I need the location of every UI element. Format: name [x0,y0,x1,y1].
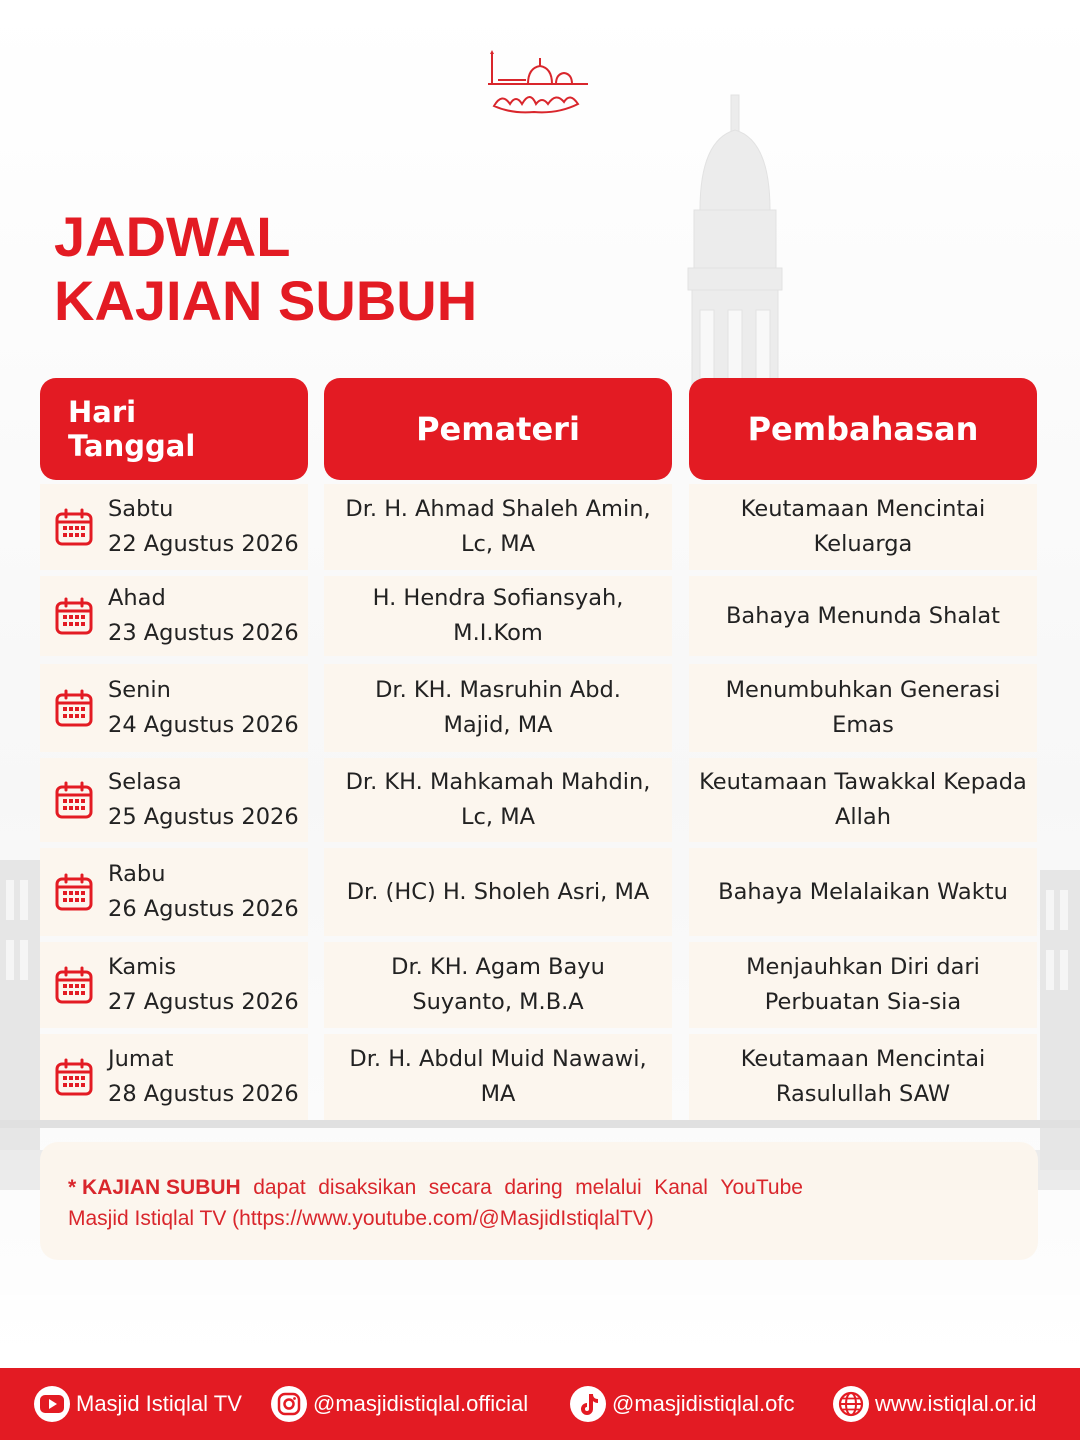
date-cell [40,484,308,570]
note-bold-title: KAJIAN SUBUH [82,1176,241,1199]
note-word: melalui [575,1176,642,1199]
note-line-2-channel-link[interactable]: Masjid Istiqlal TV (https://www.youtube.com/@MasjidIstiqlalTV) [68,1207,654,1230]
globe-icon [833,1386,869,1422]
speaker-name: Dr. KH. Agam Bayu Suyanto, M.B.A [391,954,605,1015]
topic-cell [689,1034,1037,1120]
date-value: 26 Agustus 2026 [108,896,299,922]
day-name: Selasa [108,769,182,795]
day-name: Kamis [108,954,177,980]
date-cell [40,664,308,752]
instagram-label: @masjidistiqlal.official [313,1391,529,1416]
speaker-name: Dr. H. Ahmad Shaleh Amin, Lc, MA [345,496,651,557]
streaming-note [40,1142,1038,1260]
speaker-cell [324,664,672,752]
date-cell [40,758,308,842]
day-name: Sabtu [108,496,174,522]
date-cell [40,848,308,936]
speaker-name: Dr. KH. Mahkamah Mahdin, Lc, MA [345,769,651,830]
masjid-istiqlal-logo [478,44,598,124]
youtube-icon [34,1386,70,1422]
date-text [108,581,299,651]
column-header-topic: Pembahasan [689,378,1037,480]
topic-cell [689,484,1037,570]
speaker-cell [324,576,672,656]
website-link[interactable] [833,1386,1036,1422]
website-label: www.istiqlal.or.id [875,1391,1037,1416]
date-text [108,673,299,743]
date-text [108,1042,299,1112]
title-line-2: KAJIAN SUBUH [54,269,478,332]
date-cell [40,1034,308,1120]
footer-social-bar [0,1368,1080,1440]
date-value: 22 Agustus 2026 [108,531,299,557]
speaker-name: H. Hendra Sofiansyah, M.I.Kom [372,585,624,646]
topic-text: Bahaya Menunda Shalat [726,602,1000,629]
date-value: 25 Agustus 2026 [108,804,299,830]
date-text [108,857,299,927]
speaker-cell [324,484,672,570]
youtube-label: Masjid Istiqlal TV [76,1391,242,1416]
note-word: daring [504,1176,563,1199]
date-value: 23 Agustus 2026 [108,620,299,646]
tiktok-link[interactable] [570,1386,795,1422]
note-lead [68,1172,241,1203]
day-name: Jumat [108,1046,174,1072]
calendar-icon [54,780,94,820]
speaker-cell [324,942,672,1028]
topic-text: Keutamaan Mencintai Keluarga [740,496,986,557]
date-text [108,950,299,1020]
speaker-cell [324,848,672,936]
note-word: disaksikan [318,1176,417,1199]
page-title [54,205,477,333]
calendar-icon [54,596,94,636]
tiktok-label: @masjidistiqlal.ofc [612,1391,795,1416]
calendar-icon [54,1057,94,1097]
topic-cell [689,576,1037,656]
column-header-date-line-1: Hari [68,395,137,429]
note-word: YouTube [720,1176,803,1199]
topic-cell [689,848,1037,936]
date-cell [40,576,308,656]
calendar-icon [54,688,94,728]
date-text [108,765,299,835]
youtube-link[interactable] [34,1386,242,1422]
day-name: Senin [108,677,171,703]
calendar-icon [54,507,94,547]
note-asterisk: * [68,1176,77,1199]
calendar-icon [54,872,94,912]
topic-cell [689,664,1037,752]
note-line-1 [68,1172,803,1203]
column-header-speaker: Pemateri [324,378,672,480]
calendar-icon [54,965,94,1005]
column-header-date [40,378,308,480]
topic-cell [689,758,1037,842]
day-name: Rabu [108,861,166,887]
topic-text: Menjauhkan Diri dari Perbuatan Sia-sia [746,954,980,1015]
topic-cell [689,942,1037,1028]
speaker-name: Dr. H. Abdul Muid Nawawi, MA [349,1046,647,1107]
speaker-name: Dr. KH. Masruhin Abd. Majid, MA [375,677,621,738]
date-text [108,492,299,562]
speaker-cell [324,758,672,842]
instagram-icon [271,1386,307,1422]
topic-text: Keutamaan Mencintai Rasulullah SAW [740,1046,986,1107]
topic-text: Keutamaan Tawakkal Kepada Allah [699,769,1027,830]
topic-text: Menumbuhkan Generasi Emas [725,677,1001,738]
day-name: Ahad [108,585,166,611]
speaker-name: Dr. (HC) H. Sholeh Asri, MA [346,878,650,905]
instagram-link[interactable] [271,1386,528,1422]
date-value: 24 Agustus 2026 [108,712,299,738]
note-word: secara [428,1176,492,1199]
date-cell [40,942,308,1028]
speaker-cell [324,1034,672,1120]
date-value: 28 Agustus 2026 [108,1081,299,1107]
date-value: 27 Agustus 2026 [108,989,299,1015]
title-line-1: JADWAL [54,205,291,268]
topic-text: Bahaya Melalaikan Waktu [718,878,1008,905]
note-word: dapat [253,1176,306,1199]
note-word: Kanal [654,1176,708,1199]
tiktok-icon [570,1386,606,1422]
column-header-date-line-2: Tanggal [68,429,196,463]
